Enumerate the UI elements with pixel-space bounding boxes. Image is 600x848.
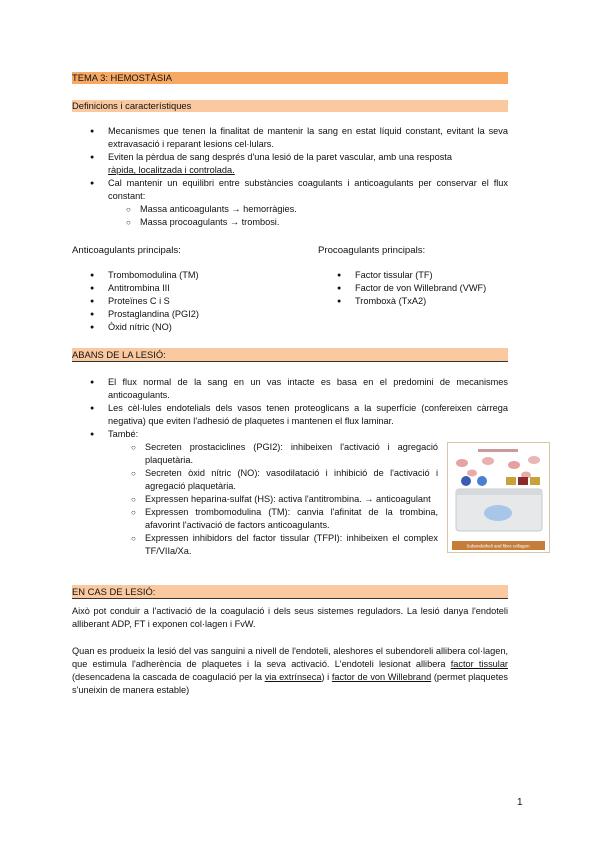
definitions-heading-bar [72,100,508,112]
cas-paragraph-1: Això pot conduir a l'activació de la coagulació i dels seus sistemes reguladors. La lesió danya l'endoteli alliberant ADP, FT i exponen col·lagen i FvW. [72,606,508,629]
link-factor-tissular: factor tissular [450,659,508,669]
illustration-caption: Subendotheli and fibro collagen [466,543,530,549]
list-item: ● Mecanismes que tenen la finalitat de mantenir la sang en estat líquid constant, evitant la seva extravasació i reparant lesions cel·lulars. [90,125,508,151]
list-item: ● Eviten la pèrdua de sang després d'una lesió de la paret vascular, amb una resposta ràpida, localitzada i controlada. [90,151,508,177]
underlined-text: ràpida, localitzada i controlada. [108,165,235,175]
list-item: ● Trombomodulina (TM) [90,269,290,282]
link-von-willebrand: factor de von Willebrand [331,672,432,682]
definitions-list [90,125,508,229]
cas-heading: EN CAS DE LESIÓ: [72,585,508,599]
link-via-extrinseca: via extrínseca [264,672,322,682]
list-item: ○ Expressen inhibidors del factor tissular (TFPI): inhibeixen el complex TF/VIIa/Xa. [131,532,438,558]
list-item: ● Òxid nítric (NO) [90,321,290,334]
procoagulants-list [337,269,527,308]
page-title: TEMA 3: HEMOSTÀSIA [72,72,173,83]
definitions-sublist [126,203,508,229]
list-item: ○ Massa procoagulants → trombosi. [126,216,508,229]
list-item: ○ Expressen trombomodulina (TM): canvia l'afinitat de la trombina, afavorint l'activació de factors anticoagulants. [131,506,438,532]
list-item: ○ Expressen heparina-sulfat (HS): activa l'antitrombina. → anticoagulant [131,493,438,506]
list-item: ● Les cèl·lules endotelials dels vasos tenen proteoglicans a la superfície (confereixen càrrega negativa) que eviten l'adhesió de plaquetes i mantenen el flux laminar. [90,402,508,428]
list-item: ● Factor de von Willebrand (VWF) [337,282,527,295]
endothelium-illustration [447,442,550,553]
definitions-heading: Definicions i característiques [72,100,192,111]
page-number: 1 [517,797,523,808]
list-item: ○ Secreten òxid nítric (NO): vasodilatació i inhibició de l'activació i agregació plaquetària. [131,467,438,493]
list-item: ○ Secreten prostaciclines (PGI2): inhibeixen l'activació i agregació plaquetària. [131,441,438,467]
list-item: ● Proteïnes C i S [90,295,290,308]
list-item: ● Prostaglandina (PGI2) [90,308,290,321]
list-item: ● Antitrombina III [90,282,290,295]
abans-list [90,376,508,441]
procoagulants-title: Procoagulants principals: [318,245,426,256]
list-item: ● Factor tissular (TF) [337,269,527,282]
list-item: ● Cal mantenir un equilibri entre substàncies coagulants i anticoagulants per conservar el flux constant: ○ Massa anticoagulants → hemorràgies. ○ Massa procoagulants → trombosi. [90,177,508,229]
anticoagulants-title: Anticoagulants principals: [72,245,181,256]
title-bar [72,72,508,84]
cas-paragraph-2: Quan es produeix la lesió del vas sanguini a nivell de l'endoteli, aleshores el subendoreli allibera col·lagen, que estimula l'adherència de plaquetes i la seva activació. L'endoteli lesionat allibera factor tissular (desencadena la cascada de coagulació per la via extrínseca) i factor de von Willebrand (permet plaquetes s'uneixin de manera estable) [72,646,508,695]
list-item: ● Tromboxà (TxA2) [337,295,527,308]
abans-heading: ABANS DE LA LESIÓ: [72,348,508,362]
anticoagulants-list [90,269,290,334]
list-item: ○ Massa anticoagulants → hemorràgies. [126,203,508,216]
list-item: ● El flux normal de la sang en un vas intacte es basa en el predomini de mecanismes anticoagulants. [90,376,508,402]
abans-sublist [131,441,438,558]
list-item: ● També: [90,428,508,441]
endothelium-diagram [448,443,549,552]
